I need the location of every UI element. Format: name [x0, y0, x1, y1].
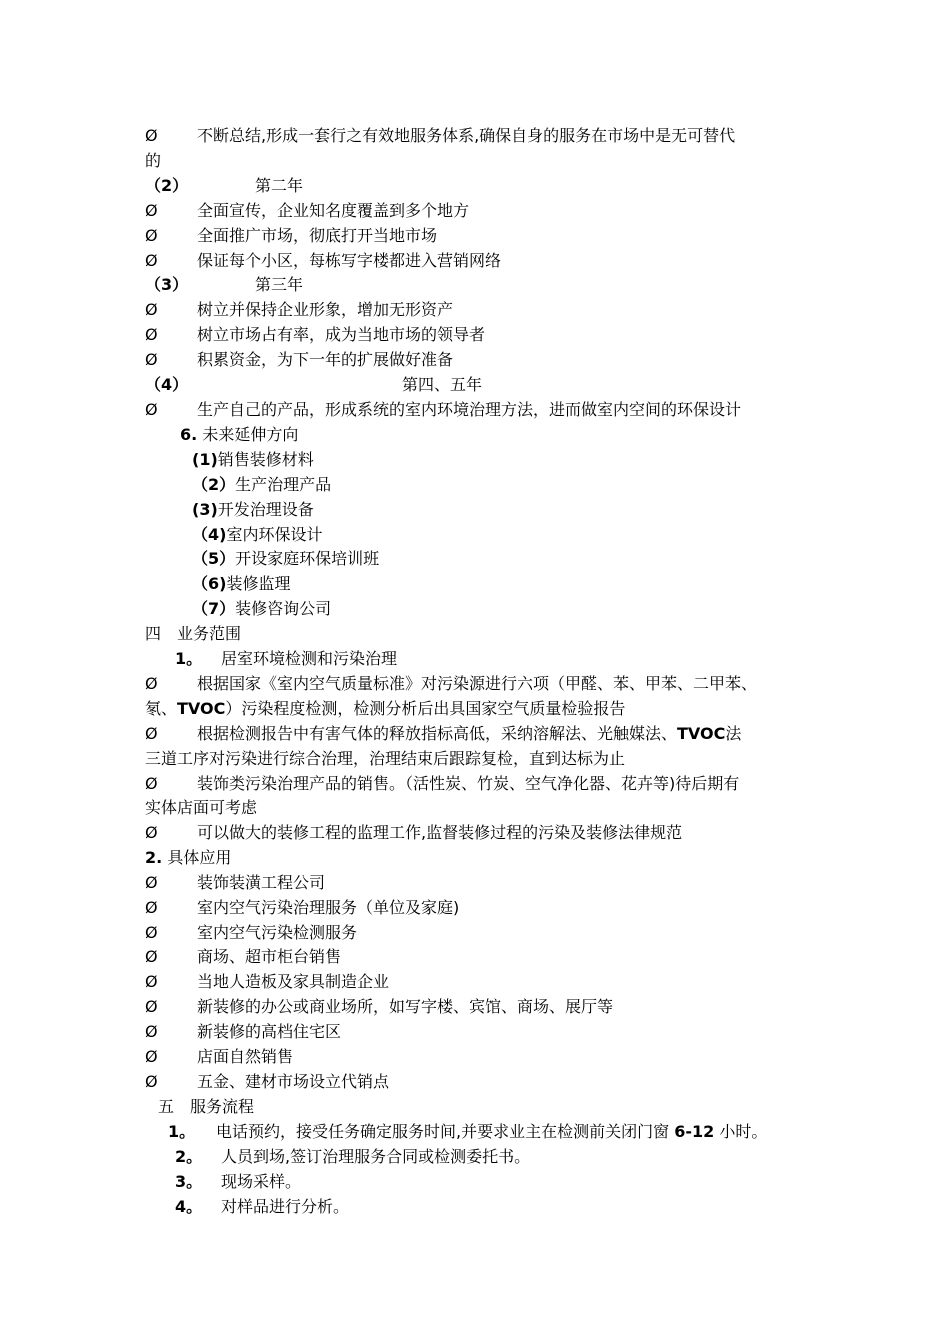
application-item: [145, 872, 325, 894]
text: 法: [725, 724, 742, 743]
scope-paragraph: [145, 822, 682, 844]
item-text: 生产治理产品: [235, 475, 332, 494]
item-text: 店面自然销售: [197, 1047, 294, 1066]
item-text: 装饰装潢工程公司: [197, 873, 326, 892]
item-text: 保证每个小区，每栋写字楼都进入营销网络: [197, 251, 502, 270]
year3-heading: [145, 274, 303, 296]
paragraph-text: 可以做大的装修工程的监理工作,监督装修过程的污染及装修法律规范: [197, 823, 683, 842]
list-item: [145, 225, 437, 247]
heading-num: 2.: [145, 848, 163, 867]
heading-num: （4）: [145, 375, 189, 394]
future-item: [192, 474, 331, 496]
application-item: [145, 996, 613, 1018]
scope-paragraph-continuation: [145, 698, 625, 720]
application-item: [145, 1046, 293, 1068]
bullet: Ø: [145, 350, 158, 369]
heading-title: 第三年: [255, 275, 304, 294]
heading-num: 6.: [180, 425, 198, 444]
item-text: 全面推广市场，彻底打开当地市场: [197, 226, 438, 245]
item-num: （7）: [192, 599, 236, 618]
item-text: 开设家庭环保培训班: [235, 549, 380, 568]
item-text: 树立市场占有率，成为当地市场的领导者: [197, 325, 486, 344]
paragraph-text: 装饰类污染治理产品的销售。（活性炭、竹炭、空气净化器、花卉等)待后期有: [197, 774, 740, 793]
heading-title: 居室环境检测和污染治理: [221, 649, 398, 668]
step-num: 2。: [175, 1147, 203, 1166]
item-text: 树立并保持企业形象，增加无形资产: [197, 300, 454, 319]
scope-paragraph: [145, 673, 757, 695]
step-text: 现场采样。: [221, 1172, 302, 1191]
item-num: (3): [192, 500, 218, 519]
item-text: 不断总结,形成一套行之有效地服务体系,确保自身的服务在市场中是无可替代: [197, 126, 736, 145]
section-heading-scope: 四 业务范围: [145, 624, 242, 643]
list-item: [145, 399, 741, 421]
item-text: 生产自己的产品，形成系统的室内环境治理方法，进而做室内空间的环保设计: [197, 400, 742, 419]
scope-paragraph-continuation: 三道工序对污染进行综合治理，治理结束后跟踪复检，直到达标为止: [145, 749, 626, 768]
step-text: 人员到场,签订治理服务合同或检测委托书。: [221, 1147, 531, 1166]
scope-sub1-heading: [175, 648, 397, 670]
section-heading-process: 五 服务流程: [158, 1097, 255, 1116]
bullet: Ø: [145, 774, 158, 793]
future-item: [192, 573, 290, 595]
list-item: [145, 324, 485, 346]
future-item: [192, 598, 331, 620]
future-heading: [180, 424, 298, 446]
bullet: Ø: [145, 226, 158, 245]
text: TVOC: [677, 724, 726, 743]
step-text: 电话预约，接受任务确定服务时间,并要求业主在检测前关闭门窗: [216, 1122, 675, 1141]
process-step: [168, 1121, 767, 1143]
bullet: Ø: [145, 251, 158, 270]
item-text: 开发治理设备: [217, 500, 314, 519]
item-text: 积累资金，为下一年的扩展做好准备: [197, 350, 454, 369]
bullet: Ø: [145, 947, 158, 966]
item-text: 新装修的高档住宅区: [197, 1022, 342, 1041]
item-text: 销售装修材料: [217, 450, 314, 469]
item-text: 装修咨询公司: [235, 599, 332, 618]
step-num: 1。: [168, 1122, 196, 1141]
list-item: [145, 250, 501, 272]
text: TVOC: [177, 699, 226, 718]
heading-title: 第二年: [255, 176, 304, 195]
scope-paragraph: [145, 773, 739, 795]
scope-paragraph-continuation: 实体店面可考虑: [145, 798, 258, 817]
heading-title: 未来延伸方向: [202, 425, 299, 444]
list-item: [145, 299, 453, 321]
paragraph-text: 根据国家《室内空气质量标准》对污染源进行六项（甲醛、苯、甲苯、二甲苯、: [197, 674, 758, 693]
item-text: 室内空气污染检测服务: [197, 923, 358, 942]
item-text: 当地人造板及家具制造企业: [197, 972, 390, 991]
step-text-post: 小时。: [714, 1122, 768, 1141]
year45-heading: [145, 374, 482, 396]
item-text: 新装修的办公或商业场所，如写字楼、宾馆、商场、展厅等: [197, 997, 614, 1016]
heading-title: 具体应用: [167, 848, 232, 867]
year2-heading: [145, 175, 303, 197]
future-item: [192, 499, 314, 521]
bullet: Ø: [145, 126, 158, 145]
application-item: [145, 946, 341, 968]
future-item: [192, 524, 322, 546]
step-text: 对样品进行分析。: [221, 1197, 350, 1216]
item-text: 装修监理: [226, 574, 291, 593]
bullet: Ø: [145, 923, 158, 942]
bullet: Ø: [145, 898, 158, 917]
bullet: Ø: [145, 300, 158, 319]
heading-num: （3）: [145, 275, 189, 294]
year1-item-continuation: 的: [145, 151, 162, 170]
application-item: [145, 971, 389, 993]
step-num: 4。: [175, 1197, 203, 1216]
process-step: [175, 1171, 301, 1193]
list-item: [145, 349, 453, 371]
bullet: Ø: [145, 400, 158, 419]
bullet: Ø: [145, 823, 158, 842]
heading-num: （2）: [145, 176, 189, 195]
paragraph-text: 根据检测报告中有害气体的释放指标高低，采纳溶解法、光触媒法、: [197, 724, 678, 743]
future-item: [192, 449, 314, 471]
item-text: 五金、建材市场设立代销点: [197, 1072, 390, 1091]
process-step: [175, 1146, 530, 1168]
bullet: Ø: [145, 1047, 158, 1066]
application-item: [145, 922, 357, 944]
bullet: Ø: [145, 972, 158, 991]
step-text-bold: 6-12: [674, 1122, 715, 1141]
item-num: （5）: [192, 549, 236, 568]
item-num: (1): [192, 450, 218, 469]
bullet: Ø: [145, 1022, 158, 1041]
step-num: 3。: [175, 1172, 203, 1191]
heading-num: 1。: [175, 649, 203, 668]
application-item: [145, 897, 459, 919]
bullet: Ø: [145, 997, 158, 1016]
item-num: （2）: [192, 475, 236, 494]
list-item: [145, 200, 469, 222]
heading-title: 第四、五年: [402, 375, 483, 394]
item-text: 全面宣传，企业知名度覆盖到多个地方: [197, 201, 470, 220]
item-num: （6): [192, 574, 227, 593]
bullet: Ø: [145, 674, 158, 693]
text: ）污染程度检测，检测分析后出具国家空气质量检验报告: [225, 699, 626, 718]
application-item: [145, 1021, 341, 1043]
item-text: 商场、超市柜台销售: [197, 947, 342, 966]
bullet: Ø: [145, 325, 158, 344]
future-item: [192, 548, 379, 570]
scope-paragraph: [145, 723, 741, 745]
application-item: [145, 1071, 389, 1093]
text: 氡、: [145, 699, 178, 718]
process-step: [175, 1196, 349, 1218]
bullet: Ø: [145, 1072, 158, 1091]
item-text: 室内环保设计: [226, 525, 323, 544]
item-num: （4): [192, 525, 227, 544]
bullet: Ø: [145, 873, 158, 892]
item-text: 室内空气污染治理服务（单位及家庭): [197, 898, 460, 917]
year1-item: [145, 125, 735, 147]
bullet: Ø: [145, 724, 158, 743]
scope-sub2-heading: [145, 847, 231, 869]
bullet: Ø: [145, 201, 158, 220]
